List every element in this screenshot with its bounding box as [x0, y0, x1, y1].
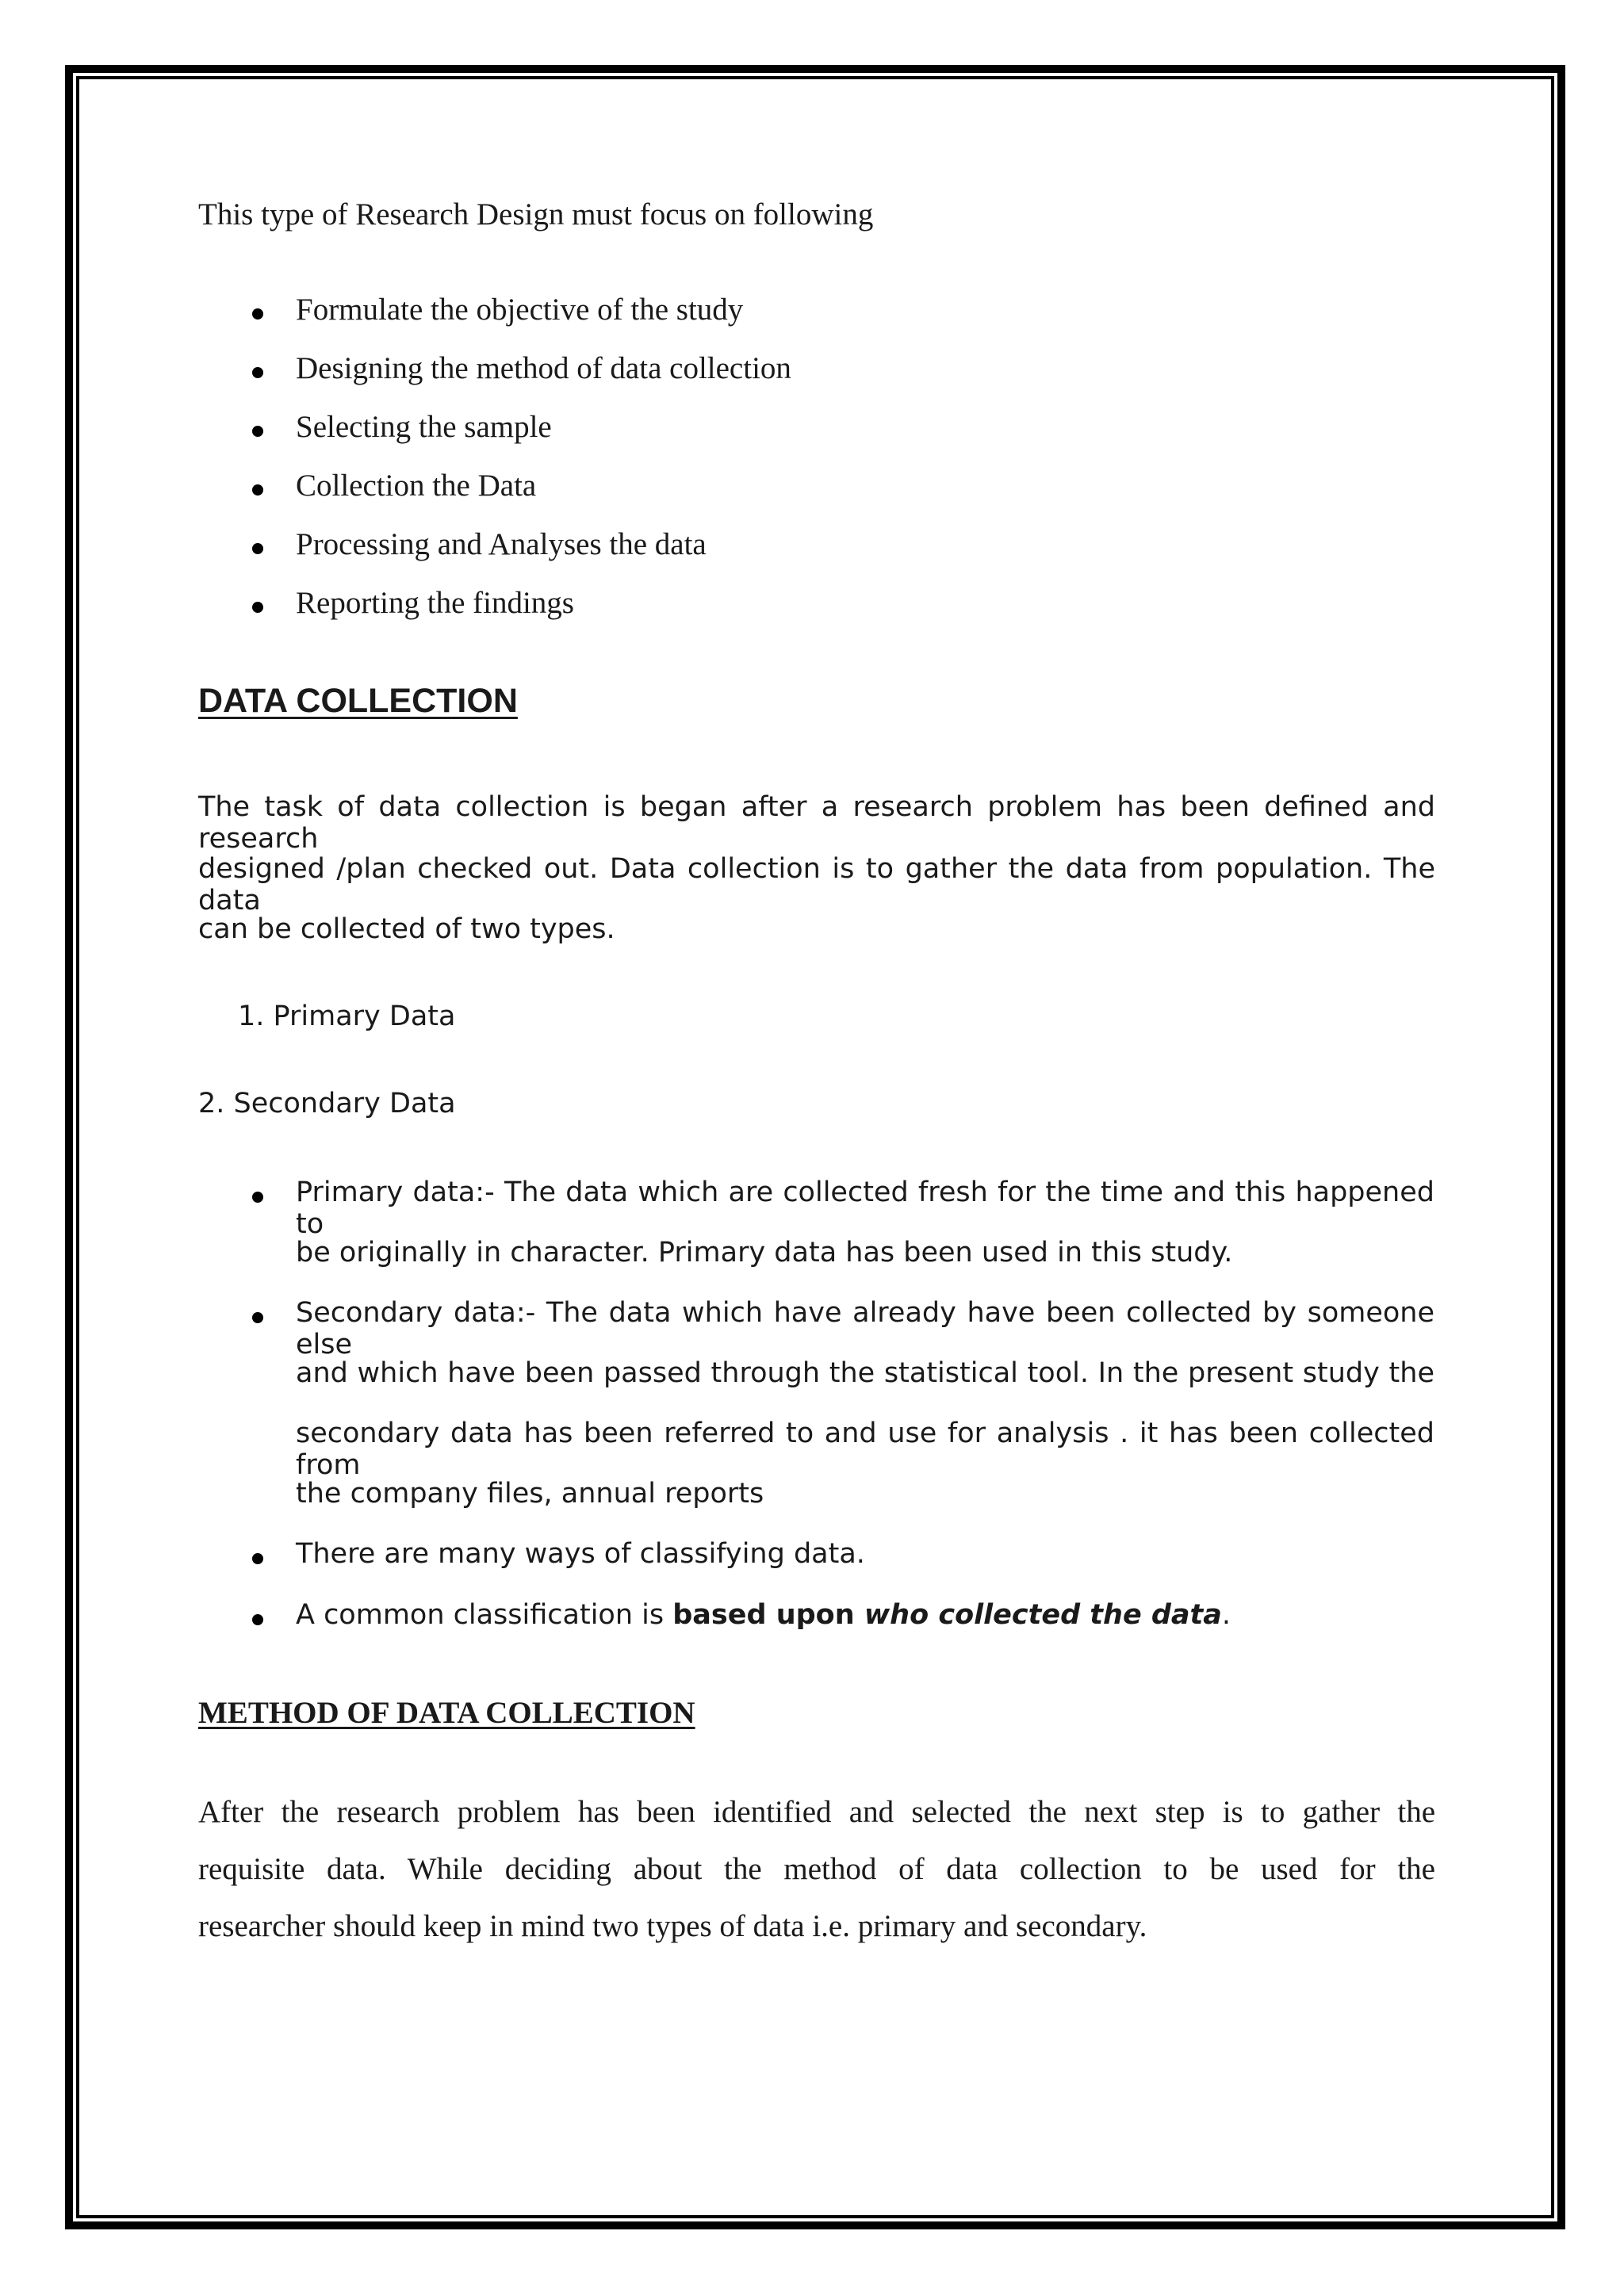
bullet-secondary-line: and which have been passed through the statistical tool. In the present study the [296, 1357, 1434, 1389]
list-item: Selecting the sample [296, 410, 552, 444]
section-heading-method: METHOD OF DATA COLLECTION [198, 1696, 695, 1730]
bullet-icon [252, 308, 263, 320]
bullet-secondary-line: Secondary data:- The data which have already have been collected by someone else [296, 1297, 1434, 1360]
list-item: Processing and Analyses the data [296, 527, 707, 561]
bullet-icon [252, 1553, 263, 1564]
bullet-common-bold: based upon [672, 1599, 864, 1631]
section-heading-data-collection: DATA COLLECTION [198, 682, 518, 720]
paragraph-line: requisite data. While deciding about the method of data collection to be used for the [198, 1852, 1435, 1886]
paragraph-line: can be collected of two types. [198, 913, 615, 945]
bullet-icon [252, 1614, 263, 1625]
bullet-secondary-line: secondary data has been referred to and use for analysis . it has been collected from [296, 1418, 1434, 1481]
list-item: Designing the method of data collection [296, 351, 791, 385]
paragraph-line: After the research problem has been identified and selected the next step is to gather the [198, 1795, 1435, 1829]
page-border-inner [76, 76, 1554, 2218]
data-type-secondary: 2. Secondary Data [198, 1088, 456, 1119]
paragraph-line: researcher should keep in mind two types of data i.e. primary and secondary. [198, 1909, 1147, 1943]
data-type-primary: 1. Primary Data [238, 1001, 456, 1032]
bullet-common-suffix: . [1221, 1599, 1231, 1631]
bullet-secondary-line: the company files, annual reports [296, 1478, 764, 1510]
list-item: Reporting the findings [296, 586, 574, 620]
list-item: Collection the Data [296, 469, 537, 503]
bullet-icon [252, 484, 263, 496]
bullet-primary-line: Primary data:- The data which are collected fresh for the time and this happened to [296, 1177, 1434, 1240]
bullet-common-bold-italic: who collected the data [864, 1599, 1222, 1631]
intro-text: This type of Research Design must focus on following [198, 197, 874, 232]
bullet-icon [252, 602, 263, 613]
bullet-icon [252, 426, 263, 437]
bullet-icon [252, 1192, 263, 1203]
bullet-classify: There are many ways of classifying data. [296, 1538, 865, 1570]
bullet-icon [252, 543, 263, 554]
paragraph-line: designed /plan checked out. Data collection is to gather the data from population. The data [198, 853, 1435, 916]
bullet-icon [252, 367, 263, 378]
paragraph-line: The task of data collection is began after a research problem has been defined and research [198, 791, 1435, 855]
bullet-common-classification [296, 1599, 1231, 1631]
bullet-icon [252, 1312, 263, 1323]
bullet-common-prefix: A common classification is [296, 1599, 673, 1631]
list-item: Formulate the objective of the study [296, 293, 744, 327]
bullet-primary-line: be originally in character. Primary data has been used in this study. [296, 1237, 1233, 1269]
